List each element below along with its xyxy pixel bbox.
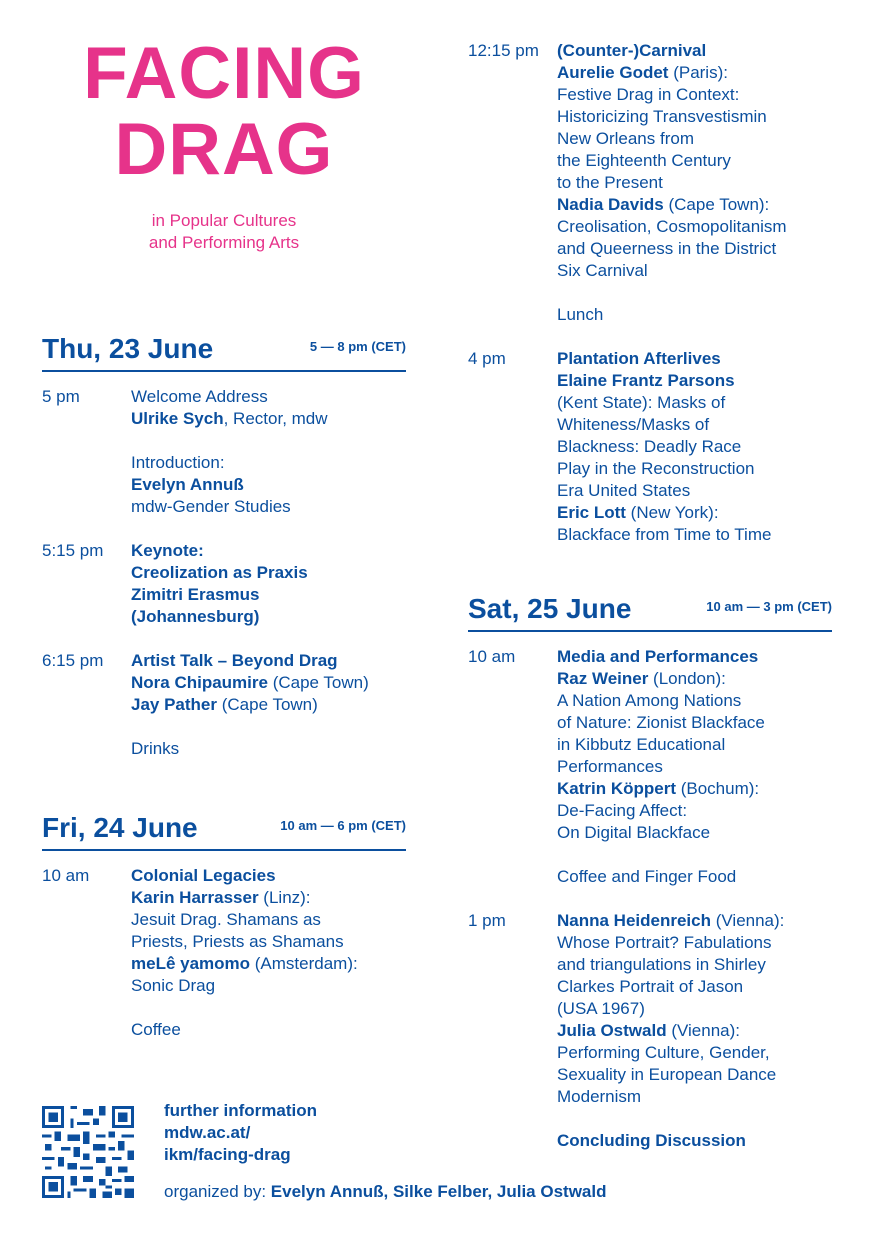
info-link[interactable]: mdw.ac.at/ xyxy=(164,1123,251,1142)
event-line xyxy=(131,408,406,430)
speaker-name: Nora Chipaumire xyxy=(131,673,268,692)
event-line: Creolisation, Cosmopolitanism xyxy=(557,217,787,236)
event-line xyxy=(557,910,832,932)
event-line: Sonic Drag xyxy=(131,976,216,995)
event-time: 4 pm xyxy=(468,349,506,368)
event-line: Era United States xyxy=(557,481,691,500)
subtitle xyxy=(42,210,406,254)
speaker-affiliation: (Johannesburg) xyxy=(131,607,260,626)
session-title: Artist Talk – Beyond Drag xyxy=(131,651,338,670)
event-line: Play in the Reconstruction xyxy=(557,459,755,478)
day-friday-continued xyxy=(468,40,832,568)
event-row xyxy=(42,650,406,760)
event-line: and Queerness in the District xyxy=(557,239,777,258)
speaker-name: Katrin Köppert xyxy=(557,779,676,798)
event-line xyxy=(131,694,406,716)
speaker-affiliation: (Paris): xyxy=(668,63,728,82)
speaker-name: Nanna Heidenreich xyxy=(557,911,711,930)
event-line: Welcome Address xyxy=(131,387,268,406)
speaker-name: Julia Ostwald xyxy=(557,1021,667,1040)
event-line: Priests, Priests as Shamans xyxy=(131,932,344,951)
day-header xyxy=(468,594,832,632)
day-header xyxy=(42,334,406,372)
speaker-affiliation: (Cape Town) xyxy=(267,673,369,692)
speaker-name: Eric Lott xyxy=(557,503,626,522)
event-line: Coffee and Finger Food xyxy=(557,867,737,886)
event-row xyxy=(468,40,832,326)
event-row xyxy=(468,348,832,546)
event-line: Performances xyxy=(557,757,663,776)
event-time: 5:15 pm xyxy=(42,541,104,560)
speaker-affiliation: (Linz): xyxy=(258,888,311,907)
event-line xyxy=(557,778,832,800)
event-content xyxy=(557,40,832,326)
event-line: Lunch xyxy=(557,305,604,324)
event-line: mdw-Gender Studies xyxy=(131,497,291,516)
subtitle-line-2: and Performing Arts xyxy=(148,233,300,252)
speaker-name: Raz Weiner xyxy=(557,669,649,688)
speaker-affiliation: (Amsterdam): xyxy=(250,954,358,973)
event-content xyxy=(131,386,406,518)
event-content xyxy=(131,650,406,760)
event-line: Festive Drag in Context: xyxy=(557,85,740,104)
event-line: Creolization as Praxis xyxy=(131,563,308,582)
day-friday xyxy=(42,813,406,1063)
day-time: 10 am — 3 pm (CET) xyxy=(706,599,832,614)
speaker-name: Zimitri Erasmus xyxy=(131,585,260,604)
event-line: Drinks xyxy=(131,739,180,758)
event-line: (Kent State): Masks of xyxy=(557,393,726,412)
event-content xyxy=(131,540,406,628)
event-row xyxy=(42,540,406,628)
event-line xyxy=(131,672,406,694)
speaker-affiliation: , Rector, mdw xyxy=(223,409,328,428)
session-title: Plantation Afterlives xyxy=(557,349,721,368)
event-row xyxy=(468,646,832,888)
speaker-name: Jay Pather xyxy=(131,695,217,714)
speaker-affiliation: (Bochum): xyxy=(676,779,760,798)
speaker-affiliation: (Cape Town): xyxy=(663,195,770,214)
event-line: De-Facing Affect: xyxy=(557,801,688,820)
event-line: of Nature: Zionist Blackface xyxy=(557,713,765,732)
event-time: 5 pm xyxy=(42,387,80,406)
event-line: Historicizing Transvestismin xyxy=(557,107,767,126)
info-link[interactable]: ikm/facing-drag xyxy=(164,1145,291,1164)
event-time: 1 pm xyxy=(468,911,506,930)
organized-label: organized by: xyxy=(164,1182,271,1201)
speaker-name: Evelyn Annuß xyxy=(131,475,244,494)
title-line-1: FACING xyxy=(83,33,365,114)
day-saturday xyxy=(468,594,832,1174)
title-block xyxy=(42,33,406,254)
event-content xyxy=(557,348,832,546)
speaker-affiliation: (Vienna): xyxy=(666,1021,740,1040)
event-line xyxy=(557,194,832,216)
event-line: Six Carnival xyxy=(557,261,648,280)
qr-code-icon[interactable] xyxy=(42,1106,134,1198)
event-line: Modernism xyxy=(557,1087,642,1106)
event-line: Jesuit Drag. Shamans as xyxy=(131,910,321,929)
event-line: Keynote: xyxy=(131,541,204,560)
speaker-name: Elaine Frantz Parsons xyxy=(557,371,735,390)
event-line: Sexuality in European Dance xyxy=(557,1065,777,1084)
info-line: further information xyxy=(164,1101,317,1120)
event-content xyxy=(131,865,406,1041)
subtitle-line-1: in Popular Cultures xyxy=(151,211,297,230)
event-line xyxy=(557,502,832,524)
event-line: Whiteness/Masks of xyxy=(557,415,710,434)
speaker-affiliation: (New York): xyxy=(625,503,719,522)
event-line: Coffee xyxy=(131,1020,181,1039)
event-line xyxy=(557,1020,832,1042)
event-row xyxy=(468,910,832,1152)
speaker-name: Aurelie Godet xyxy=(557,63,669,82)
event-line xyxy=(131,953,406,975)
session-title: (Counter-)Carnival xyxy=(557,41,707,60)
speaker-name: Ulrike Sych xyxy=(131,409,224,428)
event-line xyxy=(557,668,832,690)
event-line: Blackness: Deadly Race xyxy=(557,437,742,456)
event-line: (USA 1967) xyxy=(557,999,645,1018)
event-line: New Orleans from xyxy=(557,129,694,148)
event-line: and triangulations in Shirley xyxy=(557,955,766,974)
event-line: Clarkes Portrait of Jason xyxy=(557,977,744,996)
speaker-name: meLê yamomo xyxy=(131,954,251,973)
event-line xyxy=(131,887,406,909)
session-title: Concluding Discussion xyxy=(557,1131,746,1150)
event-row xyxy=(42,865,406,1041)
event-content xyxy=(557,646,832,888)
event-line xyxy=(557,62,832,84)
event-row xyxy=(42,386,406,518)
session-title: Colonial Legacies xyxy=(131,866,276,885)
event-line: On Digital Blackface xyxy=(557,823,711,842)
event-line: A Nation Among Nations xyxy=(557,691,742,710)
speaker-name: Nadia Davids xyxy=(557,195,664,214)
day-time: 10 am — 6 pm (CET) xyxy=(280,818,406,833)
speaker-affiliation: (Vienna): xyxy=(711,911,785,930)
event-line: Introduction: xyxy=(131,453,225,472)
event-content xyxy=(557,910,832,1152)
event-time: 10 am xyxy=(468,647,516,666)
day-title: Sat, 25 June xyxy=(468,593,632,624)
event-line: Performing Culture, Gender, xyxy=(557,1043,770,1062)
further-information xyxy=(164,1100,317,1166)
event-line: in Kibbutz Educational xyxy=(557,735,726,754)
event-line: to the Present xyxy=(557,173,663,192)
title-line-2: DRAG xyxy=(114,109,334,190)
day-thursday xyxy=(42,334,406,782)
event-line: Blackface from Time to Time xyxy=(557,525,772,544)
speaker-affiliation: (London): xyxy=(648,669,726,688)
speaker-name: Karin Harrasser xyxy=(131,888,259,907)
day-title: Thu, 23 June xyxy=(42,333,214,364)
event-line: Whose Portrait? Fabulations xyxy=(557,933,772,952)
organized-by xyxy=(164,1181,607,1203)
event-line: the Eighteenth Century xyxy=(557,151,731,170)
day-time: 5 — 8 pm (CET) xyxy=(309,339,406,354)
speaker-affiliation: (Cape Town) xyxy=(217,695,318,714)
session-title: Media and Performances xyxy=(557,647,759,666)
event-time: 12:15 pm xyxy=(468,41,539,60)
organizers: Evelyn Annuß, Silke Felber, Julia Ostwald xyxy=(270,1182,607,1201)
day-header xyxy=(42,813,406,851)
event-time: 10 am xyxy=(42,866,90,885)
day-title: Fri, 24 June xyxy=(42,812,198,843)
event-time: 6:15 pm xyxy=(42,651,104,670)
